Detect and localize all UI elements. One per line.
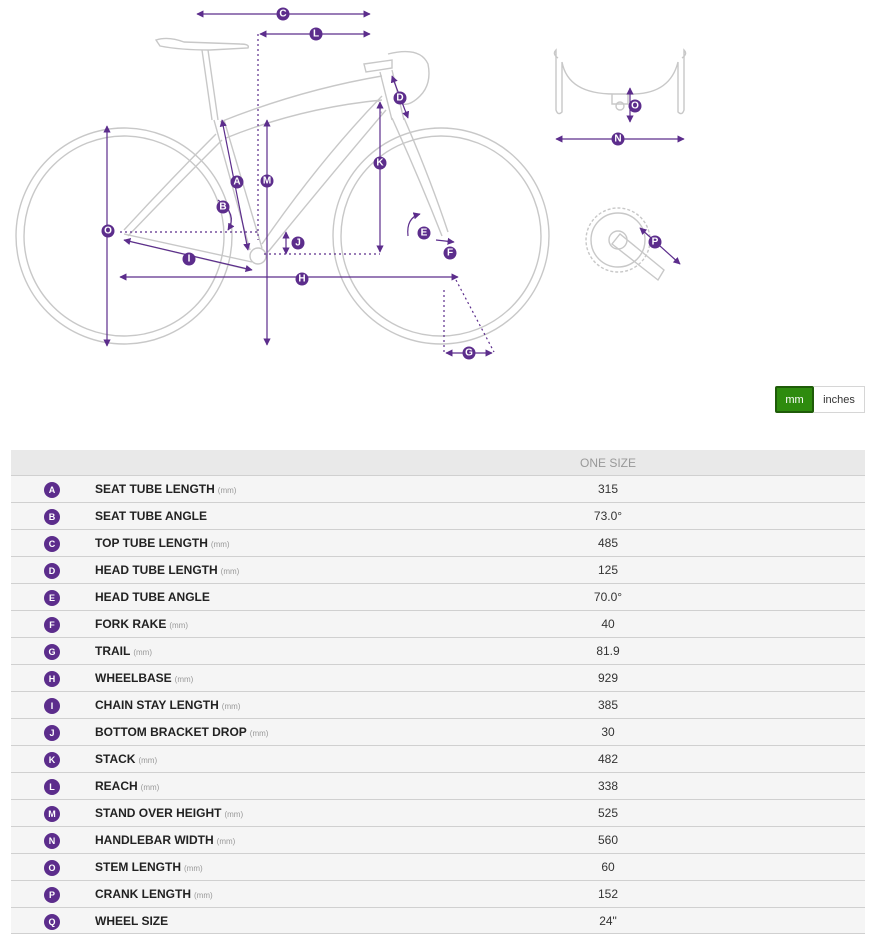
saddle xyxy=(156,38,248,50)
table-row xyxy=(11,637,865,664)
row-value: 338 xyxy=(597,779,619,793)
row-unit: (mm) xyxy=(184,864,203,873)
row-value: 385 xyxy=(597,698,619,712)
table-row xyxy=(11,799,865,826)
table-body xyxy=(11,475,865,934)
row-label-text: BOTTOM BRACKET DROP xyxy=(95,725,247,739)
row-letter-badge: P xyxy=(44,887,60,903)
svg-text:J: J xyxy=(295,237,301,249)
row-unit: (mm) xyxy=(169,621,188,630)
front-wheel xyxy=(333,128,549,344)
svg-text:D: D xyxy=(396,92,404,104)
row-unit: (mm) xyxy=(133,648,152,657)
row-value: 24" xyxy=(599,914,617,928)
unit-inches-button[interactable]: inches xyxy=(814,386,865,413)
row-letter-badge: Q xyxy=(44,914,60,930)
seatpost xyxy=(202,50,218,120)
table-row xyxy=(11,745,865,772)
label-b xyxy=(217,201,230,214)
column-header-one-size: ONE SIZE xyxy=(579,456,636,470)
table-row xyxy=(11,907,865,934)
row-value: 60 xyxy=(601,860,615,874)
row-unit: (mm) xyxy=(174,675,194,684)
row-label-text: FORK RAKE xyxy=(95,617,167,631)
row-unit: (mm) xyxy=(220,567,240,576)
table-row xyxy=(11,772,865,799)
label-e xyxy=(418,227,431,240)
row-unit: (mm) xyxy=(194,891,213,900)
row-letter-badge: N xyxy=(44,833,60,849)
row-letter-badge: K xyxy=(44,752,60,768)
row-unit: (mm) xyxy=(221,702,241,711)
row-unit: (mm) xyxy=(249,729,269,738)
row-label xyxy=(95,482,236,496)
row-label xyxy=(95,725,268,739)
row-letter-badge: C xyxy=(44,536,60,552)
front-wheel-rim xyxy=(341,136,541,336)
row-label-text: TRAIL xyxy=(95,644,131,658)
svg-text:E: E xyxy=(420,227,428,239)
table-row xyxy=(11,502,865,529)
row-label xyxy=(95,833,235,847)
row-letter-badge: B xyxy=(44,509,60,525)
row-label xyxy=(95,563,239,577)
svg-text:H: H xyxy=(298,273,306,285)
row-label xyxy=(95,698,240,712)
row-label-text: TOP TUBE LENGTH xyxy=(95,536,208,550)
row-label xyxy=(95,914,168,928)
row-label xyxy=(95,509,207,523)
row-letter-badge: J xyxy=(44,725,60,741)
row-value: 73.0° xyxy=(593,509,623,523)
svg-text:G: G xyxy=(465,347,473,359)
svg-text:C: C xyxy=(279,8,287,20)
row-label xyxy=(95,779,159,793)
svg-text:L: L xyxy=(312,28,320,40)
table-row xyxy=(11,853,865,880)
label-o-stem xyxy=(629,100,642,113)
top-tube xyxy=(220,76,382,138)
svg-text:O: O xyxy=(631,100,639,112)
row-label-text: REACH xyxy=(95,779,138,793)
row-value: 929 xyxy=(597,671,619,685)
table-row xyxy=(11,529,865,556)
unit-mm-button[interactable]: mm xyxy=(775,386,814,413)
row-letter-badge: A xyxy=(44,482,60,498)
table-row xyxy=(11,583,865,610)
row-value: 485 xyxy=(597,536,619,550)
label-m xyxy=(261,175,274,188)
svg-text:I: I xyxy=(187,253,191,265)
svg-text:F: F xyxy=(446,247,454,259)
diagram-letter-labels xyxy=(102,8,662,360)
rear-wheel xyxy=(16,128,232,344)
table-row xyxy=(11,664,865,691)
label-i xyxy=(183,253,196,266)
row-letter-badge: I xyxy=(44,698,60,714)
rear-wheel-rim xyxy=(24,136,227,336)
row-letter-badge: O xyxy=(44,860,60,876)
unit-toggle xyxy=(775,386,865,413)
row-label-text: WHEEL SIZE xyxy=(95,914,169,928)
row-label xyxy=(95,860,203,874)
label-k xyxy=(374,157,387,170)
label-o-rear xyxy=(102,225,115,238)
svg-text:M: M xyxy=(262,175,272,187)
row-unit: (mm) xyxy=(217,486,237,495)
label-c xyxy=(277,8,290,21)
row-letter-badge: L xyxy=(44,779,60,795)
row-value: 315 xyxy=(597,482,619,496)
table-row xyxy=(11,556,865,583)
label-l xyxy=(310,28,323,41)
row-label xyxy=(95,536,230,550)
svg-text:B: B xyxy=(219,201,227,213)
stem xyxy=(364,60,392,72)
label-n xyxy=(612,133,625,146)
row-label xyxy=(95,806,243,820)
row-label-text: STAND OVER HEIGHT xyxy=(95,806,222,820)
row-label-text: SEAT TUBE LENGTH xyxy=(95,482,215,496)
row-letter-badge: M xyxy=(44,806,60,822)
row-label xyxy=(95,752,157,766)
row-label-text: CRANK LENGTH xyxy=(95,887,191,901)
label-f xyxy=(444,247,457,260)
row-value: 70.0° xyxy=(593,590,623,604)
svg-text:K: K xyxy=(376,157,384,169)
table-row xyxy=(11,718,865,745)
row-unit: (mm) xyxy=(224,810,244,819)
row-label-text: STEM LENGTH xyxy=(95,860,181,874)
label-j xyxy=(292,237,305,250)
table-row xyxy=(11,691,865,718)
geometry-table xyxy=(11,450,865,934)
row-unit: (mm) xyxy=(138,756,158,765)
row-label-text: HANDLEBAR WIDTH xyxy=(95,833,214,847)
row-label xyxy=(95,644,152,658)
row-label-text: HEAD TUBE LENGTH xyxy=(95,563,218,577)
row-unit: (mm) xyxy=(210,540,230,549)
row-label-text: STACK xyxy=(95,752,136,766)
row-unit: (mm) xyxy=(140,783,160,792)
row-value: 81.9 xyxy=(596,644,620,658)
svg-text:P: P xyxy=(651,236,659,248)
svg-text:O: O xyxy=(104,225,112,237)
label-g xyxy=(463,347,476,360)
row-letter-badge: E xyxy=(44,590,60,606)
row-value: 125 xyxy=(597,563,619,577)
row-label-text: HEAD TUBE ANGLE xyxy=(95,590,210,604)
row-value: 30 xyxy=(601,725,615,739)
row-letter-badge: H xyxy=(44,671,60,687)
row-label-text: CHAIN STAY LENGTH xyxy=(95,698,219,712)
row-letter-badge: F xyxy=(44,617,60,633)
bottom-bracket xyxy=(250,248,266,264)
table-row xyxy=(11,475,865,502)
label-a xyxy=(231,176,244,189)
table-header xyxy=(11,450,865,475)
row-letter-badge: G xyxy=(44,644,60,660)
row-label xyxy=(95,887,213,901)
row-label xyxy=(95,590,210,604)
row-label-text: SEAT TUBE ANGLE xyxy=(95,509,208,523)
table-row xyxy=(11,610,865,637)
label-h xyxy=(296,273,309,286)
label-p xyxy=(649,236,662,249)
row-value: 152 xyxy=(597,887,619,901)
bike-outline xyxy=(16,38,549,344)
table-row xyxy=(11,826,865,853)
row-label-text: WHEELBASE xyxy=(95,671,172,685)
svg-text:A: A xyxy=(233,176,241,188)
dimension-lines xyxy=(107,14,684,353)
row-unit: (mm) xyxy=(216,837,236,846)
handlebar-front-view xyxy=(554,50,685,114)
row-value: 40 xyxy=(601,617,615,631)
row-value: 560 xyxy=(597,833,619,847)
table-row xyxy=(11,880,865,907)
row-value: 525 xyxy=(597,806,619,820)
row-label xyxy=(95,671,193,685)
row-value: 482 xyxy=(597,752,619,766)
label-d xyxy=(394,92,407,105)
bike-geometry-diagram xyxy=(0,0,877,380)
svg-text:N: N xyxy=(614,133,622,145)
row-label xyxy=(95,617,188,631)
row-letter-badge: D xyxy=(44,563,60,579)
